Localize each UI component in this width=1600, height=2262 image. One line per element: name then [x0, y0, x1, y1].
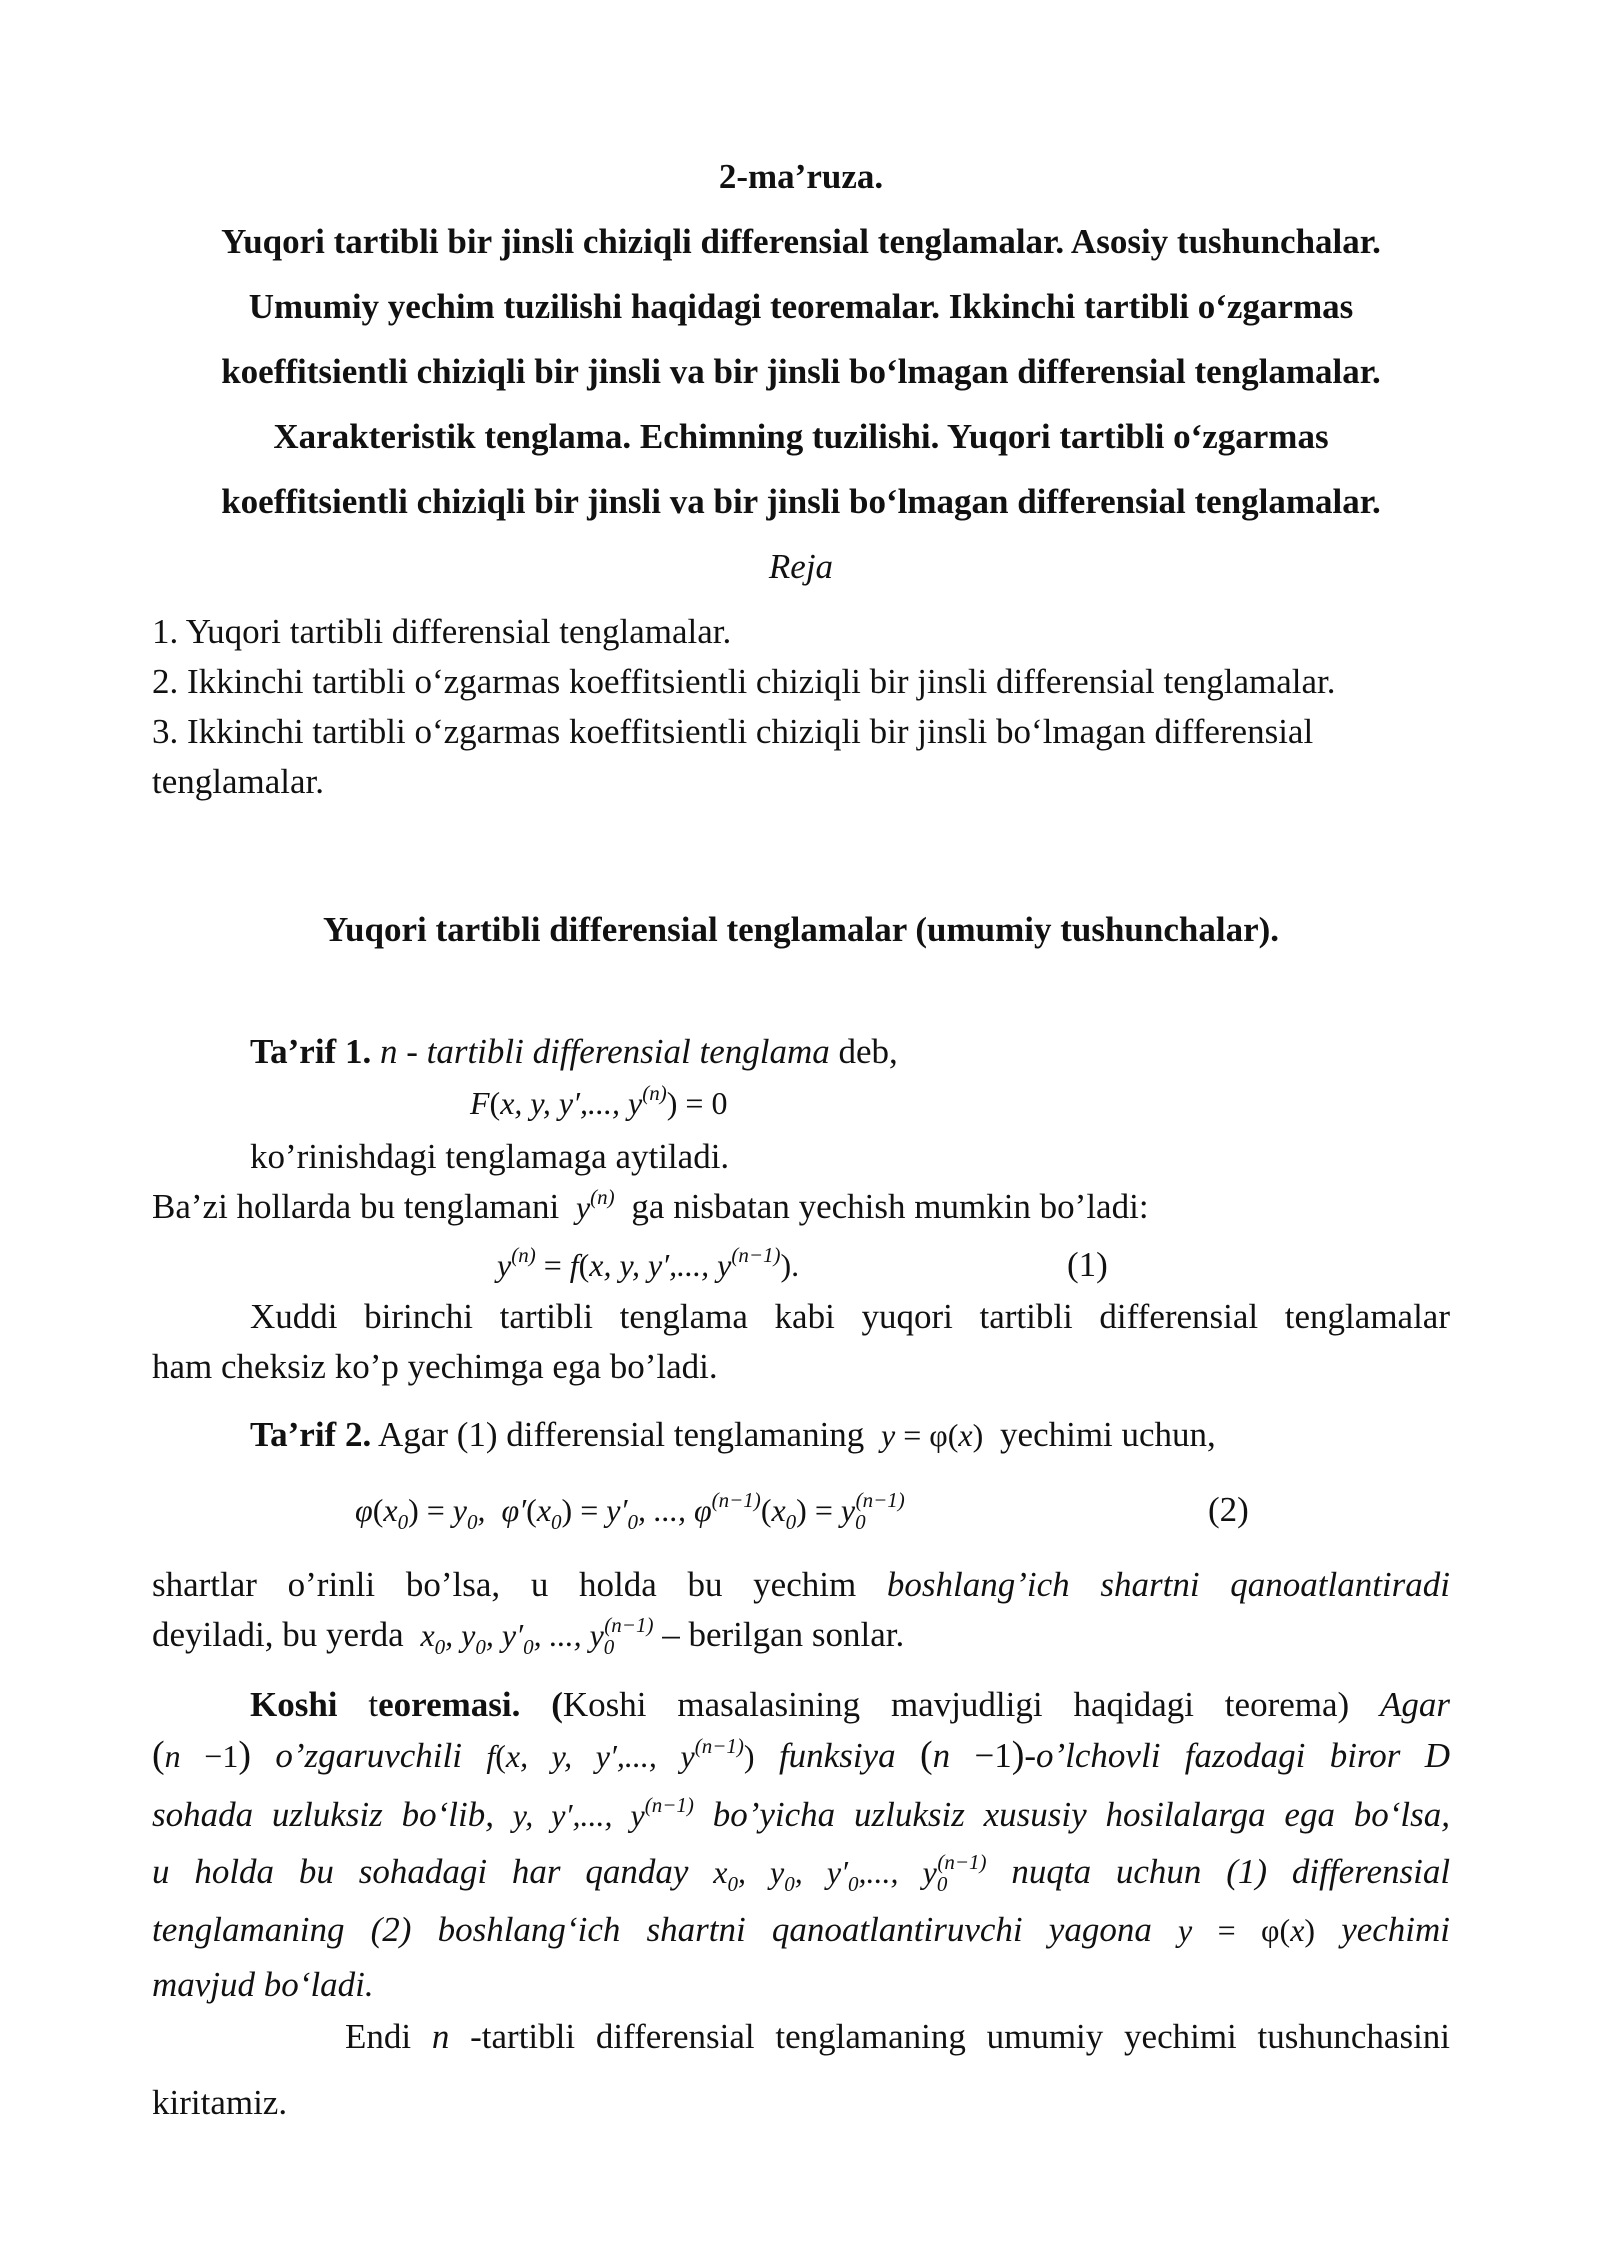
equation-2-math: $\varphi(x_0) = y_0$, $\varphi'(x_0) = y'_0$, ..., $\varphi^{(n-1)}(x_0) = y_0^{(n-1)}$ [355, 1488, 905, 1534]
solve-before: Ba’zi hollarda bu tenglamani [152, 1187, 560, 1226]
title-line-4: Xarakteristik tenglama. Echimning tuzilishi. Yuqori tartibli o‘zgarmas [273, 417, 1329, 456]
cauchy-line-5 [152, 1905, 1450, 1955]
def1-label: Ta’rif 1. [250, 1032, 372, 1071]
cauchy-dim: (n −1)-o’lchovli fazodagi biror [919, 1734, 1401, 1776]
def2-label: Ta’rif 2. [250, 1415, 372, 1454]
cauchy-label: Koshi teoremasi. [250, 1685, 521, 1724]
def1-equation-math: F(x, y, y′,..., $y^{(n)}) = 0$ [470, 1081, 728, 1121]
solve-var: $y^{(n)}$ [567, 1185, 615, 1225]
cauchy-teng: tenglamaning (2) boshlang‘ich shartni qanoatlantiruvchi yagona [152, 1910, 1152, 1949]
equation-2-number: (2) [1208, 1490, 1249, 1529]
plan-item-3-cont: tenglamalar. [152, 762, 325, 801]
equation-1-number: (1) [1067, 1245, 1108, 1284]
cauchy-vars: y, y′,..., $y^{(n-1)}$ [512, 1793, 694, 1833]
cauchy-boyicha: bo’yicha uzluksiz xususiy hosilalarga ega bo‘lsa, [712, 1795, 1451, 1834]
lecture-number: 2-ma’ruza. [718, 157, 884, 196]
def1-equation [470, 1078, 970, 1128]
def2-line-4 [152, 1610, 1450, 1660]
def2-line4-after: – berilgan sonlar. [662, 1615, 905, 1654]
def2-given-values: $x_0$, $y_0$, $y'_0$, ..., $y_0^{(n-1)}$ [412, 1613, 654, 1659]
cauchy-line-2 [152, 1730, 1450, 1781]
plan-heading: Reja [768, 547, 834, 586]
def2-line3-before: shartlar o’rinli bo’lsa, u holda bu yechim [152, 1565, 857, 1604]
cauchy-yechimi: yechimi [1341, 1910, 1451, 1949]
closing-after: -tartibli differensial tenglamaning umumiy yechimi tushunchasini [470, 2017, 1451, 2056]
title-line-2: Umumiy yechim tuzilishi haqidagi teoremalar. Ikkinchi tartibli o‘zgarmas [248, 287, 1354, 326]
plan-item-2: 2. Ikkinchi tartibli o‘zgarmas koeffitsientli chiziqli bir jinsli differensial tenglamalar. [152, 662, 1336, 701]
def1-term: n - tartibli differensial tenglama [379, 1032, 830, 1071]
equation-2 [355, 1485, 1055, 1535]
def2-line [250, 1410, 1450, 1460]
def2-line-3 [152, 1560, 1450, 1610]
cauchy-ozg: o’zgaruvchili [275, 1736, 462, 1775]
closing-line-2: kiritamiz. [152, 2083, 288, 2122]
cauchy-agar: Agar [1380, 1685, 1451, 1724]
cauchy-note: Koshi masalasining mavjudligi haqidagi teorema) [562, 1685, 1350, 1724]
def2-before: Agar (1) differensial tenglamaning [378, 1415, 865, 1454]
def1-tail: deb, [838, 1032, 898, 1071]
title-line-5: koeffitsientli chiziqli bir jinsli va bir jinsli bo‘lmagan differensial tenglamalar. [221, 482, 1381, 521]
closing-n: n [431, 2017, 450, 2056]
def2-line3-italic: boshlang’ich shartni qanoatlantiradi [886, 1565, 1450, 1604]
cauchy-n-minus-1: (n −1) [152, 1734, 251, 1776]
cauchy-domain: D [1424, 1736, 1451, 1775]
remark-line-2: ham cheksiz ko’p yechimga ega bo’ladi. [152, 1347, 718, 1386]
cauchy-line-3 [152, 1790, 1450, 1840]
equation-1 [497, 1240, 997, 1290]
remark-line-1: Xuddi birinchi tartibli tenglama kabi yuqori tartibli differensial tenglamalar [250, 1297, 1450, 1336]
solve-after: ga nisbatan yechish mumkin bo’ladi: [631, 1187, 1149, 1226]
cauchy-paren: ( [551, 1685, 563, 1724]
plan-item-3: 3. Ikkinchi tartibli o‘zgarmas koeffitsientli chiziqli bir jinsli bo‘lmagan differensial [152, 712, 1314, 751]
closing-line-1 [345, 2012, 1450, 2062]
cauchy-line-6: mavjud bo‘ladi. [152, 1965, 374, 2004]
def2-line4-before: deyiladi, bu yerda [152, 1615, 404, 1654]
cauchy-solution: y = φ(x) [1178, 1912, 1316, 1948]
equation-1-math: $y^{(n)} = f(x$, y, y′,..., $y^{(n-1)}$). [497, 1243, 800, 1283]
def1-after: ko’rinishdagi tenglamaga aytiladi. [250, 1137, 730, 1176]
cauchy-uholda: u holda bu sohadagi har qanday [152, 1852, 689, 1891]
title-line-1: Yuqori tartibli bir jinsli chiziqli differensial tenglamalar. Asosiy tushunchalar. [221, 222, 1381, 261]
closing-before: Endi [345, 2017, 412, 2056]
def1-line [250, 1027, 1450, 1077]
cauchy-sohada: sohada uzluksiz bo‘lib, [152, 1795, 494, 1834]
cauchy-line-4 [152, 1847, 1450, 1897]
cauchy-line-1 [250, 1680, 1450, 1730]
cauchy-funksiya: funksiya [778, 1736, 896, 1775]
def2-solution: y = φ(x) [873, 1417, 984, 1453]
cauchy-function: f(x, y, y′,..., $y^{(n-1)}$) [486, 1734, 755, 1774]
section-heading: Yuqori tartibli differensial tenglamalar (umumiy tushunchalar). [322, 910, 1280, 949]
plan-item-1: 1. Yuqori tartibli differensial tenglamalar. [152, 612, 732, 651]
title-line-3: koeffitsientli chiziqli bir jinsli va bir jinsli bo‘lmagan differensial tenglamalar. [221, 352, 1381, 391]
def2-after: yechimi uchun, [1000, 1415, 1216, 1454]
cauchy-point: $x_0$, $y_0$, $y'_0$,..., $y_0^{(n-1)}$ [713, 1850, 987, 1896]
cauchy-nuqta: nuqta uchun [1011, 1852, 1202, 1891]
solve-line [152, 1182, 1450, 1232]
cauchy-diff: (1) differensial [1226, 1852, 1451, 1891]
